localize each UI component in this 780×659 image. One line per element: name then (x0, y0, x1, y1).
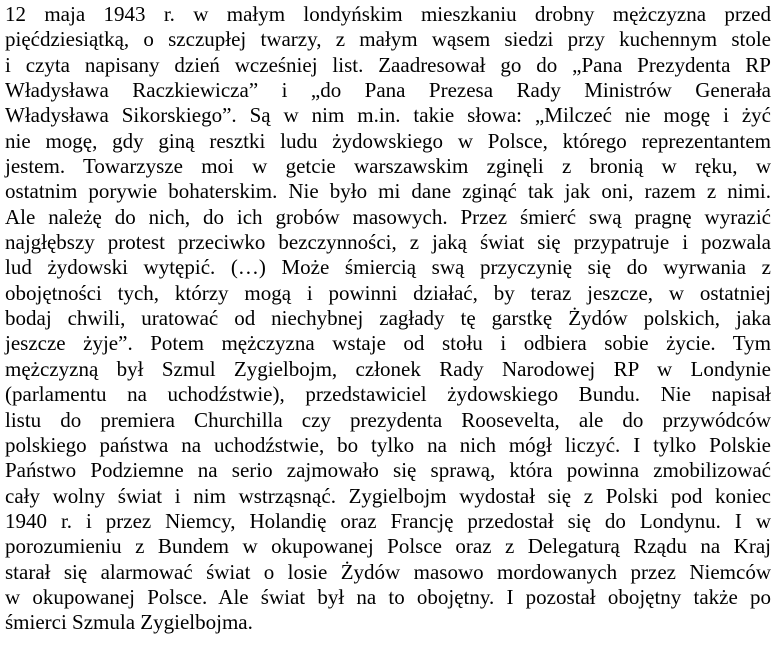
text-line: pięćdziesiątką, o szczupłej twarzy, z małym wąsem siedzi przy kuchennym stole (5, 27, 771, 52)
text-line: 12 maja 1943 r. w małym londyńskim mieszkaniu drobny mężczyzna przed (5, 2, 771, 26)
text-line: Ale należę do nich, do ich grobów masowych. Przez śmierć swą pragnę wyrazić (5, 204, 771, 229)
text-line: listu do premiera Churchilla czy prezydenta Roosevelta, ale do przywódców (5, 407, 771, 432)
text-line: cały wolny świat i nim wstrząsnąć. Zygielbojm wydostał się z Polski pod koniec (5, 483, 771, 508)
text-line: Władysława Raczkiewicza” i „do Pana Prezesa Rady Ministrów Generała (5, 78, 771, 103)
text-line: Władysława Sikorskiego”. Są w nim m.in. takie słowa: „Milczeć nie mogę i żyć (5, 103, 771, 128)
text-line: bodaj chwili, uratować od niechybnej zagłady tę garstkę Żydów polskich, jaka (5, 306, 771, 331)
text-line: nie mogę, gdy giną resztki ludu żydowskiego w Polsce, którego reprezentantem (5, 128, 771, 153)
text-line: jestem. Towarzysze moi w getcie warszawskim zginęli z bronią w ręku, w (5, 154, 771, 179)
text-line: obojętności tych, którzy mogą i powinni działać, by teraz jeszcze, w ostatniej (5, 280, 771, 305)
text-line: jeszcze żyje”. Potem mężczyzna wstaje od stołu i odbiera sobie życie. Tym (5, 331, 771, 356)
text-line: śmierci Szmula Zygielbojma. (5, 610, 253, 635)
paragraph (5, 2, 771, 636)
text-line: Państwo Podziemne na serio zajmowało się sprawą, która powinna zmobilizować (5, 458, 771, 483)
text-line: (parlamentu na uchodźstwie), przedstawiciel żydowskiego Bundu. Nie napisał (5, 382, 771, 407)
text-line: i czyta napisany dzień wcześniej list. Zaadresował go do „Pana Prezydenta RP (5, 52, 771, 77)
text-line: ostatnim porywie bohaterskim. Nie było mi dane zginąć tak jak oni, razem z nimi. (5, 179, 771, 204)
text-line: starał się alarmować świat o losie Żydów masowo mordowanych przez Niemców (5, 559, 771, 584)
text-line: 1940 r. i przez Niemcy, Holandię oraz Francję przedostał się do Londynu. I w (5, 508, 771, 533)
text-line: w okupowanej Polsce. Ale świat był na to obojętny. I pozostał obojętny także po (5, 584, 771, 609)
text-line: porozumieniu z Bundem w okupowanej Polsce oraz z Delegaturą Rządu na Kraj (5, 534, 771, 559)
text-line: mężczyzną był Szmul Zygielbojm, członek Rady Narodowej RP w Londynie (5, 356, 771, 381)
text-line: najgłębszy protest przeciwko bezczynności, z jaką świat się przypatruje i pozwala (5, 230, 771, 255)
text-line: lud żydowski wytępić. (…) Może śmiercią swą przyczynię się do wyrwania z (5, 255, 771, 280)
text-line: polskiego państwa na uchodźstwie, bo tylko na nich mógł liczyć. I tylko Polskie (5, 432, 771, 457)
